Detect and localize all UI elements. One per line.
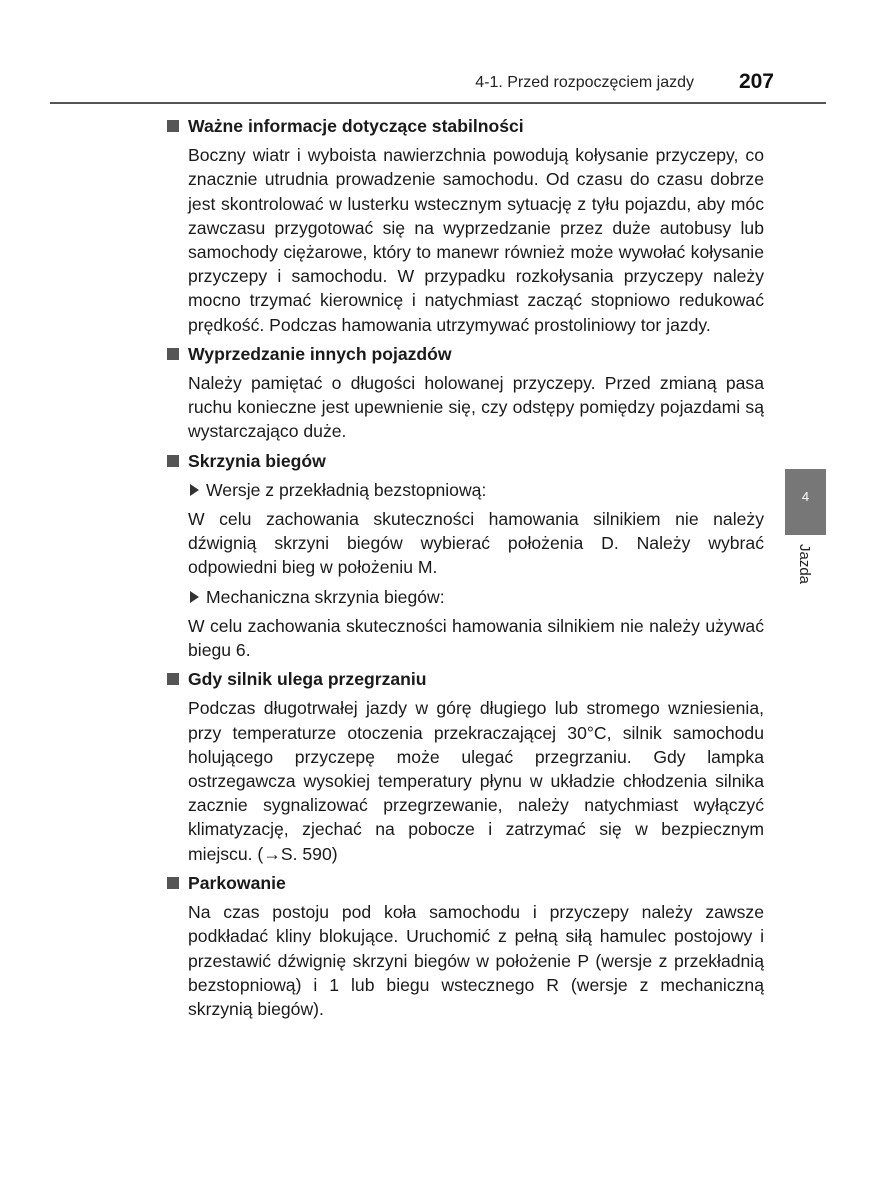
sub-item-label: Wersje z przekładnią bezstopniową: [206, 479, 487, 500]
section-parking [166, 871, 764, 1021]
heading-text: Gdy silnik ulega przegrzaniu [188, 669, 427, 690]
section-stability [166, 114, 764, 337]
chapter-tab [785, 469, 826, 535]
section-transmission [166, 449, 764, 663]
sub-item-label: Mechaniczna skrzynia biegów: [206, 586, 445, 607]
section-paragraph: Należy pamiętać o długości holowanej przyczepy. Przed zmianą pasa ruchu konieczne jest upewnienie się, czy odstępy pomiędzy pojazdami są wystarczająco duże. [188, 373, 764, 442]
section-paragraph: Na czas postoju pod koła samochodu i przyczepy należy zawsze podkładać kliny blokujące. Uruchomić z pełną siłą hamulec postojowy i przestawić dźwignię skrzyni biegów w położenie P (wersje z przekładnią bezstopniową) i 1 lub biegu wstecznego R (wersje z mechaniczną skrzynią biegów). [188, 902, 764, 1019]
sub-item-cvt [188, 478, 764, 502]
main-content [166, 114, 764, 1026]
section-paragraph: Podczas długotrwałej jazdy w górę długiego lub stromego wzniesienia, przy temperaturze otoczenia przekraczającej 30°C, silnik samochodu holującego przyczepę może ulegać przegrzaniu. Gdy lampka ostrzegawcza wysokiej temperatury płynu w układzie chłodzenia silnika zacznie sygnalizować przegrzewanie, należy natychmiast wyłączyć klimatyzację, zjechać na pobocze i zatrzymać się w bezpiecznym miejscu. (→S. 590) [188, 698, 764, 864]
heading-text: Parkowanie [188, 872, 286, 893]
heading-text: Wyprzedzanie innych pojazdów [188, 343, 452, 364]
section-overtaking [166, 342, 764, 444]
square-bullet-icon [167, 877, 179, 889]
heading-text: Ważne informacje dotyczące stabilności [188, 116, 524, 136]
section-reference: 4-1. Przed rozpoczęciem jazdy [475, 74, 694, 91]
section-heading [166, 342, 764, 366]
section-heading [166, 871, 764, 895]
page-number: 207 [738, 70, 774, 93]
sub-item-manual [188, 585, 764, 609]
sub-item-paragraph: W celu zachowania skuteczności hamowania silnikiem nie należy używać biegu 6. [188, 615, 764, 661]
triangle-bullet-icon [190, 591, 199, 603]
chapter-number: 4 [801, 489, 810, 504]
page-header [50, 66, 826, 104]
heading-text: Skrzynia biegów [188, 450, 326, 471]
square-bullet-icon [167, 120, 179, 132]
section-heading [166, 449, 764, 473]
section-heading [166, 114, 764, 138]
chapter-label-container [787, 542, 827, 602]
sub-item-paragraph: W celu zachowania skuteczności hamowania silnikiem nie należy dźwignią skrzyni biegów wybierać położenia D. Należy wybrać odpowiedni bieg w położeniu M. [188, 509, 764, 578]
square-bullet-icon [167, 673, 179, 685]
section-overheating [166, 667, 764, 866]
section-paragraph: Boczny wiatr i wyboista nawierzchnia powodują kołysanie przyczepy, co znacznie utrudnia prowadzenie samochodu. Od czasu do czasu dobrze jest skontrolować w lusterku wstecznym sytuację z tyłu pojazdu, aby móc zawczasu przygotować się na wyprzedzanie przez duże autobusy lub samochody ciężarowe, który to manewr również może wywołać kołysanie przyczepy i samochodu. W przypadku rozkołysania przyczepy należy mocno trzymać kierownicę i natychmiast zacząć stopniowo redukować prędkość. Podczas hamowania utrzymywać prostoliniowy tor jazdy. [188, 145, 764, 335]
square-bullet-icon [167, 348, 179, 360]
section-heading [166, 667, 764, 691]
triangle-bullet-icon [190, 484, 199, 496]
chapter-label: Jazda [796, 544, 813, 585]
square-bullet-icon [167, 455, 179, 467]
